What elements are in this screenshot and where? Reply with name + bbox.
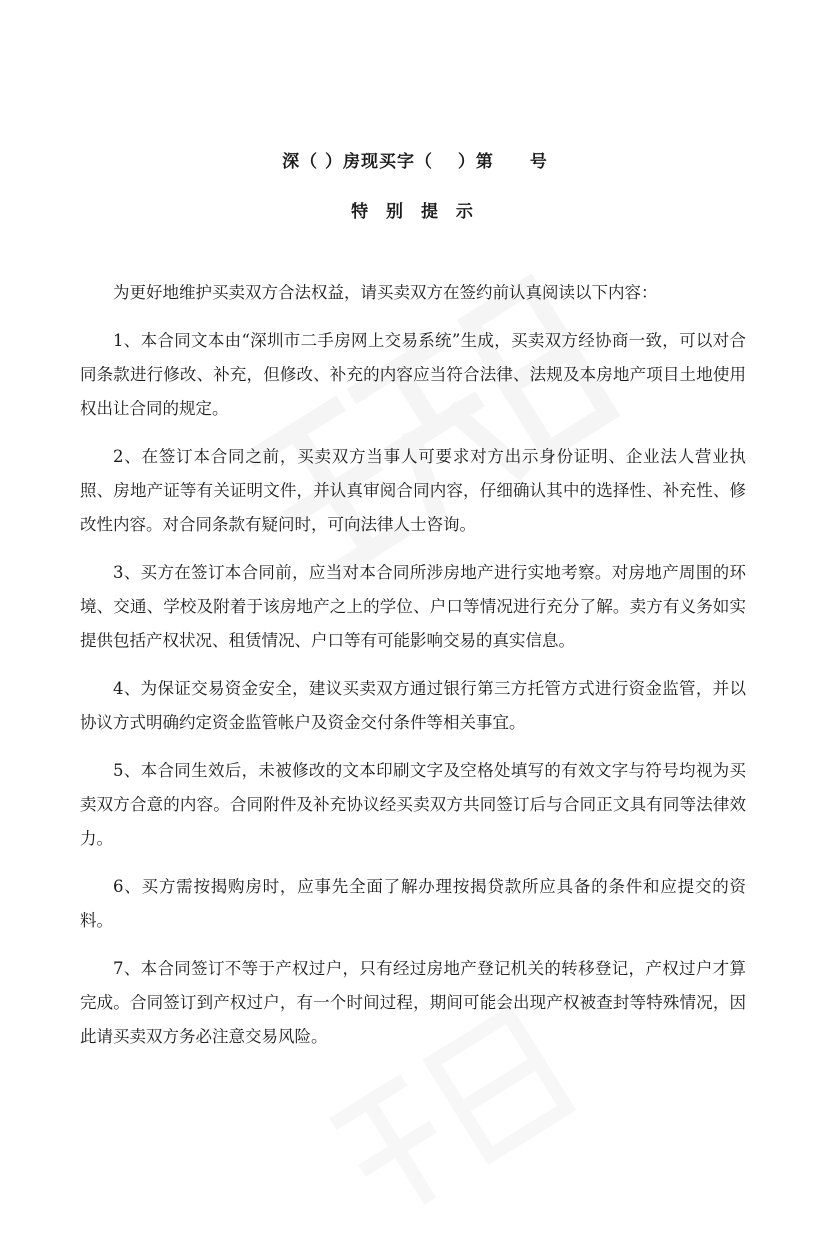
- contract-number-title: 深（ ）房现买字（ ）第 号: [282, 152, 548, 172]
- notice-item-4: 4、为保证交易资金安全，建议买卖双方通过银行第三方托管方式进行资金监管，并以协议方式明确约定资金监管帐户及资金交付条件等相关事宜。: [80, 679, 746, 732]
- intro-paragraph: 为更好地维护买卖双方合法权益，请买卖双方在签约前认真阅读以下内容：: [113, 283, 658, 302]
- notice-item-1: 1、本合同文本由“深圳市二手房网上交易系统”生成，买卖双方经协商一致，可以对合同条款进行修改、补充，但修改、补充的内容应当符合法律、法规及本房地产项目土地使用权出让合同的规定。: [80, 331, 746, 418]
- notice-body: [80, 276, 746, 1068]
- notice-item-5: 5、本合同生效后，未被修改的文本印刷文字及空格处填写的有效文字与符号均视为买卖双方合意的内容。合同附件及补充协议经买卖双方共同签订后与合同正文具有同等法律效力。: [80, 761, 746, 848]
- special-notice-heading: 特 别 提 示: [351, 202, 479, 222]
- notice-item-3: 3、买方在签订本合同前，应当对本合同所涉房地产进行实地考察。对房地产周围的环境、交通、学校及附着于该房地产之上的学位、户口等情况进行充分了解。卖方有义务如实提供包括产权状况、租赁情况、户口等有可能影响交易的真实信息。: [80, 563, 746, 650]
- notice-item-7: 7、本合同签订不等于产权过户，只有经过房地产登记机关的转移登记，产权过户才算完成。合同签订到产权过户，有一个时间过程，期间可能会出现产权被查封等特殊情况，因此请买卖双方务必注意交易风险。: [80, 959, 746, 1046]
- notice-item-2: 2、在签订本合同之前，买卖双方当事人可要求对方出示身份证明、企业法人营业执照、房地产证等有关证明文件，并认真审阅合同内容，仔细确认其中的选择性、补充性、修改性内容。对合同条款有疑问时，可向法律人士咨询。: [80, 447, 746, 534]
- notice-item-6: 6、买方需按揭购房时，应事先全面了解办理按揭贷款所应具备的条件和应提交的资料。: [80, 877, 746, 930]
